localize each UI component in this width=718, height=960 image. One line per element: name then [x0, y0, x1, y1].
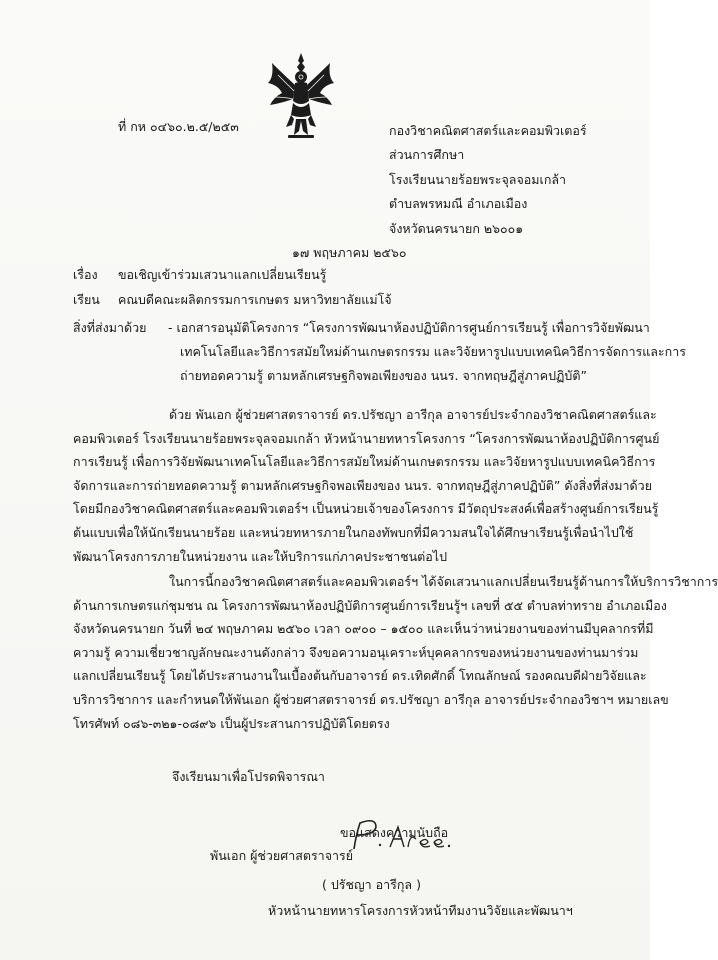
body-paragraph-1 [73, 403, 659, 568]
org-line-3: โรงเรียนนายร้อยพระจุลจอมเกล้า [389, 172, 567, 187]
to-text: คณบดีคณะผลิตกรรมการเกษตร มหาวิทยาลัยแม่โจ้ [118, 292, 392, 307]
reference-number: ที่ กห ๐๔๖๐.๒.๕/๒๕๓ [118, 119, 239, 134]
paragraph-line: พัฒนาโครงการภายในหน่วยงาน และให้บริการแก่ภาคประชาชนต่อไป [73, 548, 447, 564]
to-label: เรียน [73, 292, 100, 307]
paragraph-line: ความรู้ ความเชี่ยวชาญลักษณะงานดังกล่าว จึงขอความอนุเคราะห์บุคคลากรของหน่วยงานของท่านมาร่วม [73, 644, 639, 660]
paragraph-line: ด้านการเกษตรแก่ชุมชน ณ โครงการพัฒนาห้องปฏิบัติการศูนย์การเรียนรู้ฯ เลขที่ ๕๕ ตำบลท่าทราย อำเภอเมือง [73, 597, 667, 613]
paragraph-line: การเรียนรู้ เพื่อการวิจัยพัฒนาเทคโนโลยีและวิธีการสมัยใหม่ด้านเกษตรกรรม และวิจัยหารูปแบบเทคนิควิธีการ [73, 454, 656, 470]
subject-text: ขอเชิญเข้าร่วมเสวนาแลกเปลี่ยนเรียนรู้ [118, 267, 327, 282]
paragraph-line: โทรศัพท์ ๐๘๖-๓๒๑-๐๘๙๖ เป็นผู้ประสานการปฏิบัติโดยตรง [73, 715, 390, 731]
enclosure-label: สิ่งที่ส่งมาด้วย [73, 320, 147, 335]
paragraph-line: โดยมีกองวิชาคณิตศาสตร์และคอมพิวเตอร์ฯ เป็นหน่วยเจ้าของโครงการ มีวัตถุประสงค์เพื่อสร้างศูนย์การเรียนรู้ [73, 501, 659, 517]
paragraph-line: จัดการและการถ่ายทอดความรู้ ตามหลักเศรษฐกิจพอเพียงของ นนร. จากทฤษฎีสู่ภาคปฏิบัติ” ดังสิ่งที่ส่งมาด้วย [73, 477, 653, 493]
enclosure-line-1: - เอกสารอนุมัติโครงการ “โครงการพัฒนาห้องปฏิบัติการศูนย์การเรียนรู้ เพื่อการวิจัยพัฒนา [168, 320, 650, 335]
enclosure-line-2: เทคโนโลยีและวิธีการสมัยใหม่ด้านเกษตรกรรม และวิจัยหารูปแบบเทคนิควิธีการจัดการและการ [180, 344, 686, 359]
paragraph-line: คอมพิวเตอร์ โรงเรียนนายร้อยพระจุลจอมเกล้า หัวหน้านายทหารโครงการ “โครงการพัฒนาห้องปฏิบัติการศูนย์ [73, 430, 660, 446]
paragraph-line: จังหวัดนครนายก วันที่ ๒๔ พฤษภาคม ๒๕๖๐ เวลา ๐๙๐๐ – ๑๕๐๐ และเห็นว่าหน่วยงานของท่านมีบุคลากรที่มี [73, 621, 654, 637]
org-line-2: ส่วนการศึกษา [389, 147, 465, 162]
subject-label: เรื่อง [73, 267, 98, 282]
paragraph-line: ด้วย พันเอก ผู้ช่วยศาสตราจารย์ ดร.ปรัชญา อารีกุล อาจารย์ประจำกองวิชาคณิตศาสตร์และ [169, 407, 657, 422]
signer-name: ( ปรัชญา อารีกุล ) [322, 877, 421, 892]
body-paragraph-2 [73, 570, 718, 735]
garuda-emblem-icon [264, 53, 338, 143]
closing-line: จึงเรียนมาเพื่อโปรดพิจารณา [172, 769, 325, 784]
paragraph-line: แลกเปลี่ยนเรียนรู้ โดยได้ประสานงานในเบื้องต้นกับอาจารย์ ดร.เทิดศักดิ์ โทณลักษณ์ รองคณบดีฝ่ายวิจัยและ [73, 668, 647, 684]
paragraph-line: ในการนี้กองวิชาคณิตศาสตร์และคอมพิวเตอร์ฯ ได้จัดเสวนาแลกเปลี่ยนเรียนรู้ด้านการให้บริการวิชาการ [169, 574, 718, 589]
signer-rank: พันเอก ผู้ช่วยศาสตราจารย์ [210, 848, 354, 863]
enclosure-line-3: ถ่ายทอดความรู้ ตามหลักเศรษฐกิจพอเพียงของ นนร. จากทฤษฎีสู่ภาคปฏิบัติ” [180, 368, 587, 383]
org-line-1: กองวิชาคณิตศาสตร์และคอมพิวเตอร์ [389, 123, 587, 138]
signer-position: หัวหน้านายทหารโครงการหัวหน้าทีมงานวิจัยและพัฒนาฯ [268, 903, 573, 918]
paragraph-line: บริการวิชาการ และกำหนดให้พันเอก ผู้ช่วยศาสตราจารย์ ดร.ปรัชญา อารีกุล อาจารย์ประจำกองวิชาฯ หมายเลข [73, 691, 669, 707]
handwritten-signature [346, 815, 466, 853]
org-line-4: ตำบลพรหมณี อำเภอเมือง [389, 196, 528, 211]
org-line-5: จังหวัดนครนายก ๒๖๐๐๑ [389, 221, 524, 236]
paragraph-line: ต้นแบบเพื่อให้นักเรียนนายร้อย และหน่วยทหารภายในกองทัพบกที่มีความสนใจได้ศึกษาเรียนรู้เพื่อนำไปใช้ [73, 524, 634, 540]
letter-date: ๑๗ พฤษภาคม ๒๕๖๐ [292, 245, 407, 260]
regards-line: ขอแสดงความนับถือ [340, 825, 449, 840]
